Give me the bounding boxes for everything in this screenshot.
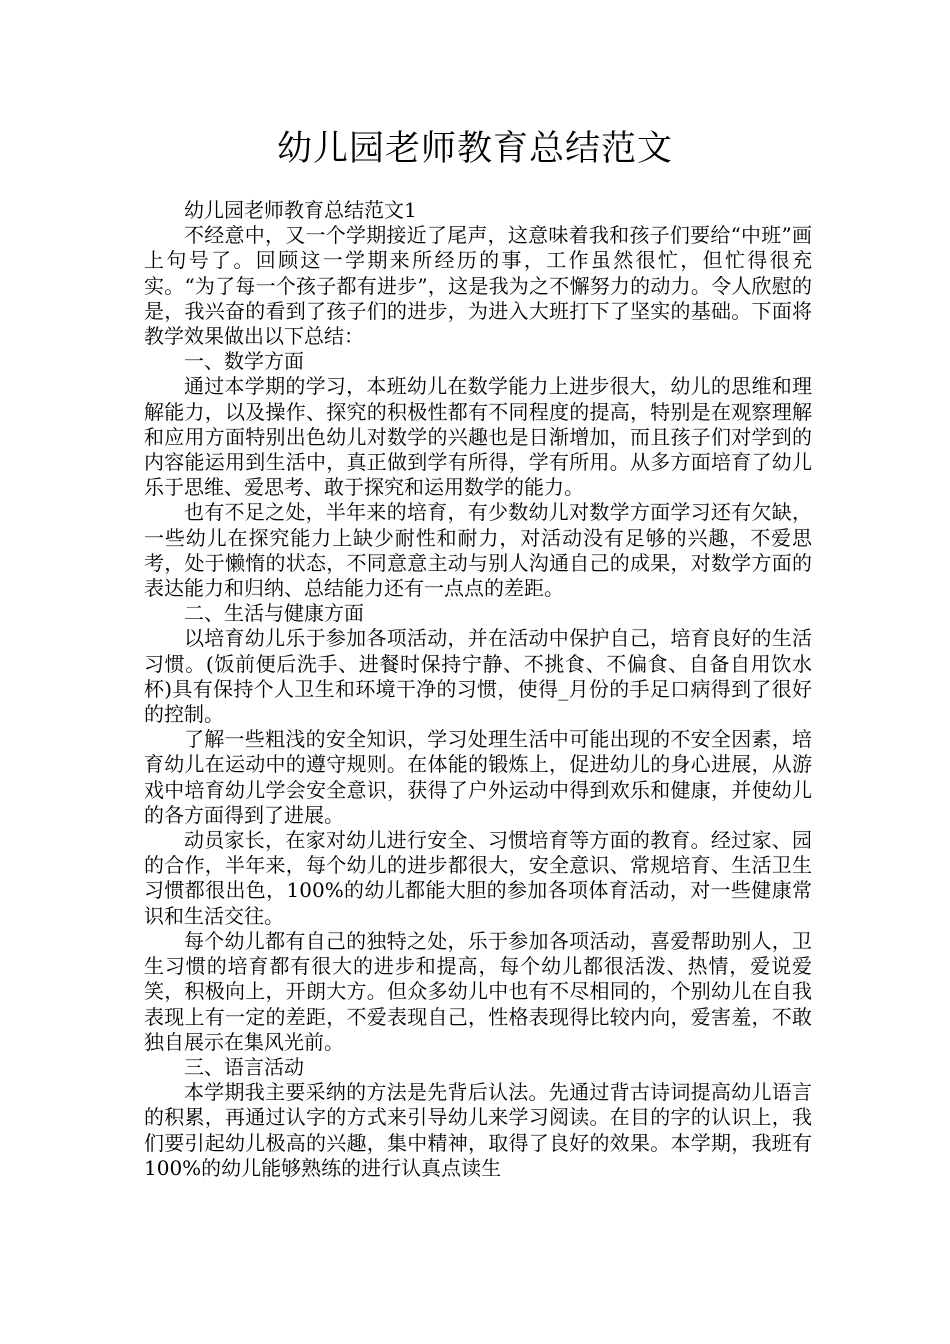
document-body — [144, 198, 812, 1181]
life-paragraph-2: 了解一些粗浅的安全知识，学习处理生活中可能出现的不安全因素，培育幼儿在运动中的遵守规则。在体能的锻炼上，促进幼儿的身心进展，从游戏中培育幼儿学会安全意识，获得了户外运动中得到欢乐和健康，并使幼儿的各方面得到了进展。 — [144, 727, 812, 827]
heading-language: 三、语言活动 — [184, 1054, 304, 1079]
heading-math: 一、数学方面 — [184, 349, 304, 374]
life-paragraph-1: 以培育幼儿乐于参加各项活动，并在活动中保护自己，培育良好的生活习惯。(饭前便后洗手、进餐时保持宁静、不挑食、不偏食、自备自用饮水杯)具有保持个人卫生和环境干净的习惯，使得_月份的手足口病得到了很好的控制。 — [144, 626, 812, 727]
language-paragraph-1: 本学期我主要采纳的方法是先背后认法。先通过背古诗词提高幼儿语言的积累，再通过认字的方式来引导幼儿来学习阅读。在目的字的认识上，我们要引起幼儿极高的兴趣，集中精神，取得了良好的效果。本学期，我班有100%的幼儿能够熟练的进行认真点读生 — [144, 1080, 812, 1180]
math-paragraph-1: 通过本学期的学习，本班幼儿在数学能力上进步很大，幼儿的思维和理解能力，以及操作、探究的积极性都有不同程度的提高，特别是在观察理解和应用方面特别出色幼儿对数学的兴趣也是日渐增加，而且孩子们对学到的内容能运用到生活中，真正做到学有所得，学有所用。从多方面培育了幼儿乐于思维、爱思考、敢于探究和运用数学的能力。 — [144, 374, 812, 500]
document-title: 幼儿园老师教育总结范文 — [276, 129, 673, 169]
life-paragraph-4: 每个幼儿都有自己的独特之处，乐于参加各项活动，喜爱帮助别人，卫生习惯的培育都有很大的进步和提高，每个幼儿都很活泼、热情，爱说爱笑，积极向上，开朗大方。但众多幼儿中也有不尽相同的，个别幼儿在自我表现上有一定的差距，不爱表现自己，性格表现得比较内向，爱害羞，不敢独自展示在集风光前。 — [144, 928, 812, 1054]
life-paragraph-3: 动员家长，在家对幼儿进行安全、习惯培育等方面的教育。经过家、园的合作，半年来，每个幼儿的进步都很大，安全意识、常规培育、生活卫生习惯都很出色，100%的幼儿都能大胆的参加各项体育活动，对一些健康常识和生活交往。 — [144, 828, 812, 928]
section-title: 幼儿园老师教育总结范文1 — [184, 198, 417, 222]
math-paragraph-2: 也有不足之处，半年来的培育，有少数幼儿对数学方面学习还有欠缺，一些幼儿在探究能力上缺少耐性和耐力，对活动没有足够的兴趣，不爱思考，处于懒惰的状态，不同意意主动与别人沟通自己的成果，对数学方面的表达能力和归纳、总结能力还有一点点的差距。 — [144, 500, 812, 601]
intro-paragraph: 不经意中，又一个学期接近了尾声，这意味着我和孩子们要给“中班”画上句号了。回顾这一学期来所经历的事，工作虽然很忙，但忙得很充实。“为了每一个孩子都有进步”，这是我为之不懈努力的动力。令人欣慰的是，我兴奋的看到了孩子们的进步，为进入大班打下了坚实的基础。下面将教学效果做出以下总结： — [144, 223, 812, 349]
heading-life-health: 二、生活与健康方面 — [184, 601, 364, 626]
